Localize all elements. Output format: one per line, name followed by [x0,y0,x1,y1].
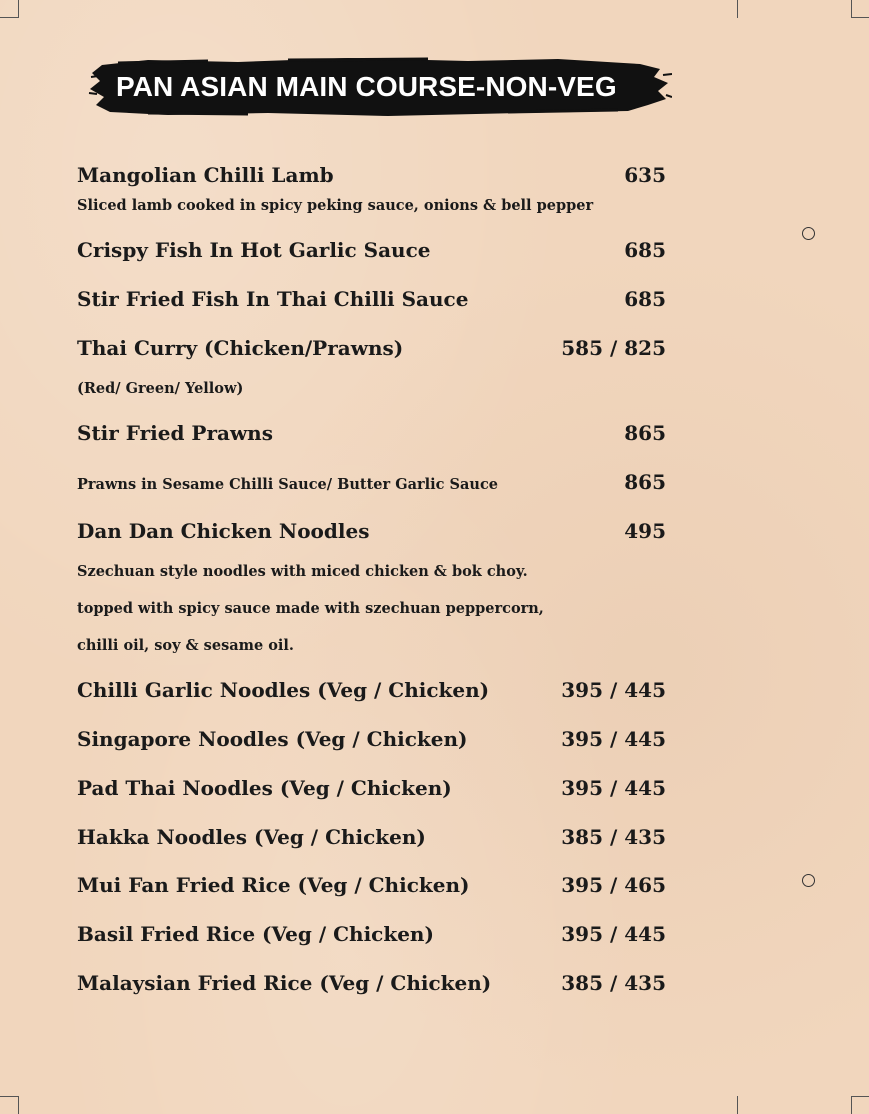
dish-price: 495 [624,519,666,543]
binder-hole-icon [802,227,815,240]
dish-description: topped with spicy sauce made with szechuan peppercorn, [77,600,544,617]
section-banner [88,55,672,119]
dish-price: 385 / 435 [561,825,666,849]
dish-name: Malaysian Fried Rice (Veg / Chicken) [77,971,492,995]
list-item [77,333,666,363]
crop-mark-bottom-left [0,1096,18,1097]
list-item [77,724,666,754]
dish-price: 635 [624,163,666,187]
dish-price: 685 [624,238,666,262]
dish-name: Mui Fan Fried Rice (Veg / Chicken) [77,873,470,897]
crop-mark-bottom-right [851,1096,852,1114]
dish-name: Stir Fried Prawns [77,421,273,445]
dish-name: Crispy Fish In Hot Garlic Sauce [77,238,431,262]
crop-mark-bottom-left [18,1096,19,1114]
dish-price: 865 [624,470,666,494]
dish-name: Chilli Garlic Noodles (Veg / Chicken) [77,678,490,702]
crop-mark-top-right [851,17,869,18]
dish-price: 395 / 445 [561,776,666,800]
list-item [77,968,666,998]
dish-price: 395 / 445 [561,922,666,946]
crop-mark-bottom-right [851,1096,869,1097]
dish-price: 395 / 445 [561,678,666,702]
list-item [77,160,666,190]
list-item [77,919,666,949]
dish-description: Szechuan style noodles with miced chicken & bok choy. [77,563,528,580]
list-item [77,284,666,314]
binder-hole-icon [802,874,815,887]
page-title: PAN ASIAN MAIN COURSE-NON-VEG [116,71,617,102]
list-item [77,870,666,900]
dish-name: Singapore Noodles (Veg / Chicken) [77,727,468,751]
list-item [77,822,666,852]
crop-mark-top-left [0,17,18,18]
crop-mark-top-mid [737,0,738,18]
dish-description: (Red/ Green/ Yellow) [77,380,244,397]
dish-price: 395 / 445 [561,727,666,751]
dish-name: Basil Fried Rice (Veg / Chicken) [77,922,434,946]
list-item [77,235,666,265]
list-item [77,675,666,705]
list-item [77,773,666,803]
dish-name: Prawns in Sesame Chilli Sauce/ Butter Garlic Sauce [77,476,498,493]
dish-name: Stir Fried Fish In Thai Chilli Sauce [77,287,469,311]
dish-description: chilli oil, soy & sesame oil. [77,637,294,654]
dish-price: 865 [624,421,666,445]
dish-name: Thai Curry (Chicken/Prawns) [77,336,404,360]
dish-name: Hakka Noodles (Veg / Chicken) [77,825,426,849]
dish-description: Sliced lamb cooked in spicy peking sauce, onions & bell pepper [77,197,594,214]
dish-price: 685 [624,287,666,311]
list-item [77,467,666,497]
crop-mark-bottom-mid [737,1096,738,1114]
dish-price: 395 / 465 [561,873,666,897]
dish-name: Mangolian Chilli Lamb [77,163,334,187]
dish-name: Pad Thai Noodles (Veg / Chicken) [77,776,452,800]
list-item [77,516,666,546]
dish-price: 585 / 825 [561,336,666,360]
dish-name: Dan Dan Chicken Noodles [77,519,370,543]
list-item [77,418,666,448]
crop-mark-top-right [851,0,852,18]
dish-price: 385 / 435 [561,971,666,995]
crop-mark-top-left [18,0,19,18]
